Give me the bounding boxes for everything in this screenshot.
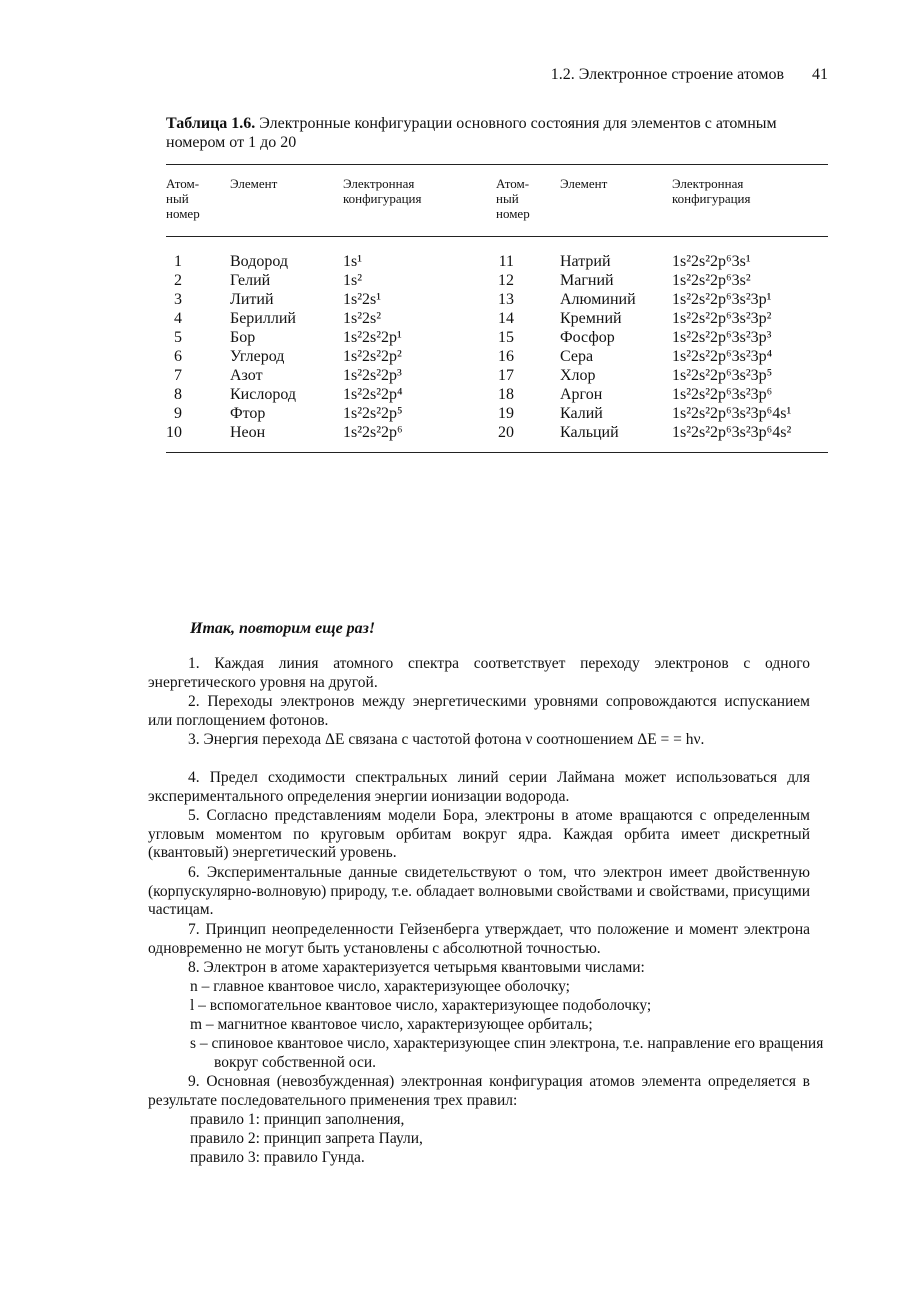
list-item-5: 5. Согласно представлениям модели Бора, электроны в атоме вращаются с определенным угловым моментом по круговым орбитам вокруг ядра. Каждая орбита имеет дискретный (квантовый) энергетический уровень. [148, 807, 810, 861]
element-name: Хлор [560, 367, 596, 384]
electron-configuration: 1s² [343, 272, 363, 289]
header-config-line: Электронная [343, 176, 415, 191]
atomic-number: 3 [174, 291, 182, 308]
table-bottom-rule [166, 452, 828, 453]
list-item-6: 6. Экспериментальные данные свидетельствуют о том, что электрон имеет двойственную (корпускулярно-волновую) природу, т.е. обладает волновыми свойствами и свойствами, присущими частицам. [148, 864, 810, 918]
electron-configuration: 1s²2s²2p⁶3s² [672, 272, 751, 289]
element-name: Азот [230, 367, 263, 384]
electron-configuration: 1s²2s²2p⁵ [343, 405, 403, 422]
electron-configuration: 1s²2s¹ [343, 291, 382, 308]
electron-configuration: 1s²2s²2p⁶3s²3p⁶4s² [672, 424, 792, 441]
list-item-4: 4. Предел сходимости спектральных линий серии Лаймана может использоваться для экспериментального определения энергии ионизации водорода. [148, 769, 810, 805]
element-name: Алюминий [560, 291, 636, 308]
atomic-number: 9 [174, 405, 182, 422]
atomic-number: 14 [498, 310, 514, 327]
element-name: Бериллий [230, 310, 296, 327]
table-label: Таблица 1.6. [166, 115, 256, 132]
atomic-number: 17 [498, 367, 514, 384]
atomic-number: 15 [498, 329, 514, 346]
atomic-number: 5 [174, 329, 182, 346]
atomic-number: 1 [174, 253, 182, 270]
table-top-rule [166, 164, 828, 165]
electron-configuration: 1s²2s²2p⁶3s²3p⁴ [672, 348, 773, 365]
list-item-2: 2. Переходы электронов между энергетическими уровнями сопровождаются испусканием или поглощением фотонов. [148, 693, 810, 729]
atomic-number: 4 [174, 310, 182, 327]
element-name: Неон [230, 424, 266, 441]
header-number-line: ный [496, 191, 519, 206]
header-element-right: Элемент [560, 176, 608, 191]
header-element-left: Элемент [230, 176, 278, 191]
list-item-1: 1. Каждая линия атомного спектра соответствует переходу электронов с одного энергетического уровня на другой. [148, 655, 810, 691]
header-number-line: ный [166, 191, 189, 206]
electron-configuration: 1s²2s²2p⁶3s²3p⁶ [672, 386, 773, 403]
atomic-number: 8 [174, 386, 182, 403]
list-item-9: 9. Основная (невозбужденная) электронная конфигурация атомов элемента определяется в результате последовательного применения трех правил: [148, 1073, 810, 1109]
electron-configuration: 1s²2s²2p¹ [343, 329, 402, 346]
table-caption [166, 114, 830, 152]
element-name: Кислород [230, 386, 296, 403]
list-item-3: 3. Энергия перехода ΔE связана с частотой фотона ν соотношением ΔE = = hν. [188, 731, 705, 748]
electron-configuration: 1s²2s²2p⁶ [343, 424, 403, 441]
element-name: Углерод [230, 348, 285, 365]
header-number-line: номер [496, 206, 530, 221]
header-number-right [496, 176, 530, 221]
quantum-number-m: m – магнитное квантовое число, характеризующее орбиталь; [190, 1016, 593, 1033]
atomic-number: 16 [498, 348, 514, 365]
quantum-number-n: n – главное квантовое число, характеризующее оболочку; [190, 978, 570, 995]
electron-configuration: 1s²2s²2p⁶3s¹ [672, 253, 751, 270]
element-name: Магний [560, 272, 614, 289]
header-config-right [672, 176, 751, 206]
running-header [0, 66, 828, 84]
element-name: Сера [560, 348, 594, 365]
header-config-line: Электронная [672, 176, 744, 191]
list-item-7: 7. Принцип неопределенности Гейзенберга утверждает, что положение и момент электрона одновременно не могут быть установлены с абсолютной точностью. [148, 921, 810, 957]
electron-configuration: 1s²2s²2p³ [343, 367, 402, 384]
rule-3: правило 3: правило Гунда. [190, 1149, 365, 1166]
electron-configuration: 1s²2s² [343, 310, 382, 327]
element-name: Литий [230, 291, 274, 308]
element-name: Фтор [230, 405, 266, 422]
atomic-number: 20 [498, 424, 514, 441]
header-number-line: Атом- [496, 176, 530, 191]
table-header-rule [166, 236, 828, 237]
element-name: Фосфор [560, 329, 615, 346]
electron-configuration: 1s²2s²2p⁶3s²3p² [672, 310, 772, 327]
atomic-number: 19 [498, 405, 514, 422]
element-name: Кремний [560, 310, 622, 327]
atomic-number: 10 [166, 424, 182, 441]
electron-configuration: 1s¹ [343, 253, 363, 270]
header-config-line: конфигурация [343, 191, 422, 206]
header-number-left [166, 176, 200, 221]
header-config-line: конфигурация [672, 191, 751, 206]
element-name: Аргон [560, 386, 603, 403]
rule-1: правило 1: принцип заполнения, [190, 1111, 405, 1128]
section-title: 1.2. Электронное строение атомов [550, 66, 784, 83]
atomic-number: 7 [174, 367, 182, 384]
element-name: Водород [230, 253, 289, 270]
electron-configuration: 1s²2s²2p² [343, 348, 402, 365]
element-name: Бор [230, 329, 256, 346]
electron-configuration: 1s²2s²2p⁶3s²3p⁶4s¹ [672, 405, 792, 422]
table-caption-text: Электронные конфигурации основного состояния для элементов с атомным номером от 1 до 20 [166, 115, 777, 151]
atomic-number: 2 [174, 272, 182, 289]
atomic-number: 6 [174, 348, 182, 365]
electron-configuration: 1s²2s²2p⁶3s²3p⁵ [672, 367, 773, 384]
element-name: Натрий [560, 253, 611, 270]
quantum-number-l: l – вспомогательное квантовое число, характеризующее подоболочку; [190, 997, 652, 1014]
header-number-line: Атом- [166, 176, 200, 191]
element-name: Кальций [560, 424, 619, 441]
electron-configuration: 1s²2s²2p⁶3s²3p³ [672, 329, 772, 346]
list-item-8: 8. Электрон в атоме характеризуется четырьмя квантовыми числами: [188, 959, 645, 976]
atomic-number: 11 [498, 253, 514, 270]
electron-configuration: 1s²2s²2p⁶3s²3p¹ [672, 291, 772, 308]
element-name: Гелий [230, 272, 271, 289]
rule-2: правило 2: принцип запрета Паули, [190, 1130, 423, 1147]
summary-title: Итак, повторим еще раз! [190, 620, 376, 637]
atomic-number: 18 [498, 386, 514, 403]
header-number-line: номер [166, 206, 200, 221]
header-config-left [343, 176, 422, 206]
element-name: Калий [560, 405, 603, 422]
atomic-number: 12 [498, 272, 514, 289]
electron-configuration: 1s²2s²2p⁴ [343, 386, 403, 403]
quantum-number-s: s – спиновое квантовое число, характеризующее спин электрона, т.е. направление его вращения вокруг собственной оси. [190, 1035, 824, 1071]
page-number: 41 [812, 66, 828, 83]
atomic-number: 13 [498, 291, 514, 308]
